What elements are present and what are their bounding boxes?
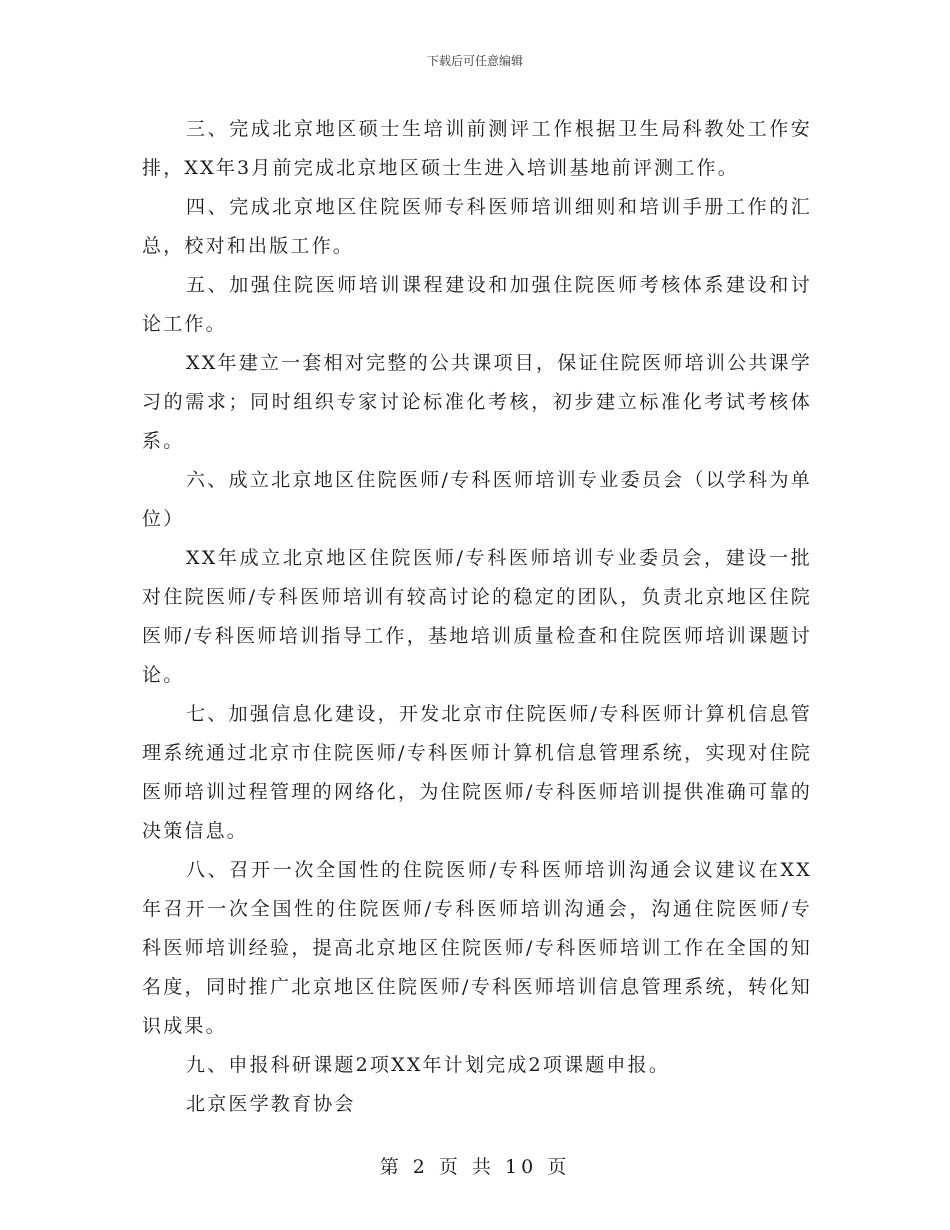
paragraph-item-6-detail: XX年成立北京地区住院医师/专科医师培训专业委员会，建设一批对住院医师/专科医师培训有较高讨论的稳定的团队，负责北京地区住院医师/专科医师培训指导工作，基地培训质量检查和住院医师培训课题讨论。 bbox=[142, 547, 812, 686]
paragraph-item-6: 六、成立北京地区住院医师/专科医师培训专业委员会（以学科为单位） bbox=[142, 469, 812, 530]
paragraph-item-8: 八、召开一次全国性的住院医师/专科医师培训沟通会议建议在XX年召开一次全国性的住院医师/专科医师培训沟通会，沟通住院医师/专科医师培训经验，提高北京地区住院医师/专科医师培训工作在全国的知名度，同时推广北京地区住院医师/专科医师培训信息管理系统，转化知识成果。 bbox=[142, 859, 812, 1037]
document-body bbox=[142, 110, 812, 1124]
paragraph-item-5-detail: XX年建立一套相对完整的公共课项目，保证住院医师培训公共课学习的需求；同时组织专家讨论标准化考核，初步建立标准化考试考核体系。 bbox=[142, 352, 812, 452]
page-number: 第 2 页 共 10 页 bbox=[379, 1156, 571, 1178]
paragraph-item-4: 四、完成北京地区住院医师专科医师培训细则和培训手册工作的汇总，校对和出版工作。 bbox=[142, 196, 812, 257]
paragraph-item-7: 七、加强信息化建设，开发北京市住院医师/专科医师计算机信息管理系统通过北京市住院医师/专科医师计算机信息管理系统，实现对住院医师培训过程管理的网络化，为住院医师/专科医师培训提供准确可靠的决策信息。 bbox=[142, 703, 812, 842]
paragraph-item-9: 九、申报科研课题2项XX年计划完成2项课题申报。 bbox=[186, 1054, 671, 1076]
paragraph-item-3: 三、完成北京地区硕士生培训前测评工作根据卫生局科教处工作安排，XX年3月前完成北京地区硕士生进入培训基地前评测工作。 bbox=[142, 118, 812, 179]
paragraph-item-5: 五、加强住院医师培训课程建设和加强住院医师考核体系建设和讨论工作。 bbox=[142, 274, 812, 335]
signature-organization: 北京医学教育协会 bbox=[186, 1093, 356, 1115]
page-header: 下载后可任意编辑 bbox=[426, 54, 523, 68]
